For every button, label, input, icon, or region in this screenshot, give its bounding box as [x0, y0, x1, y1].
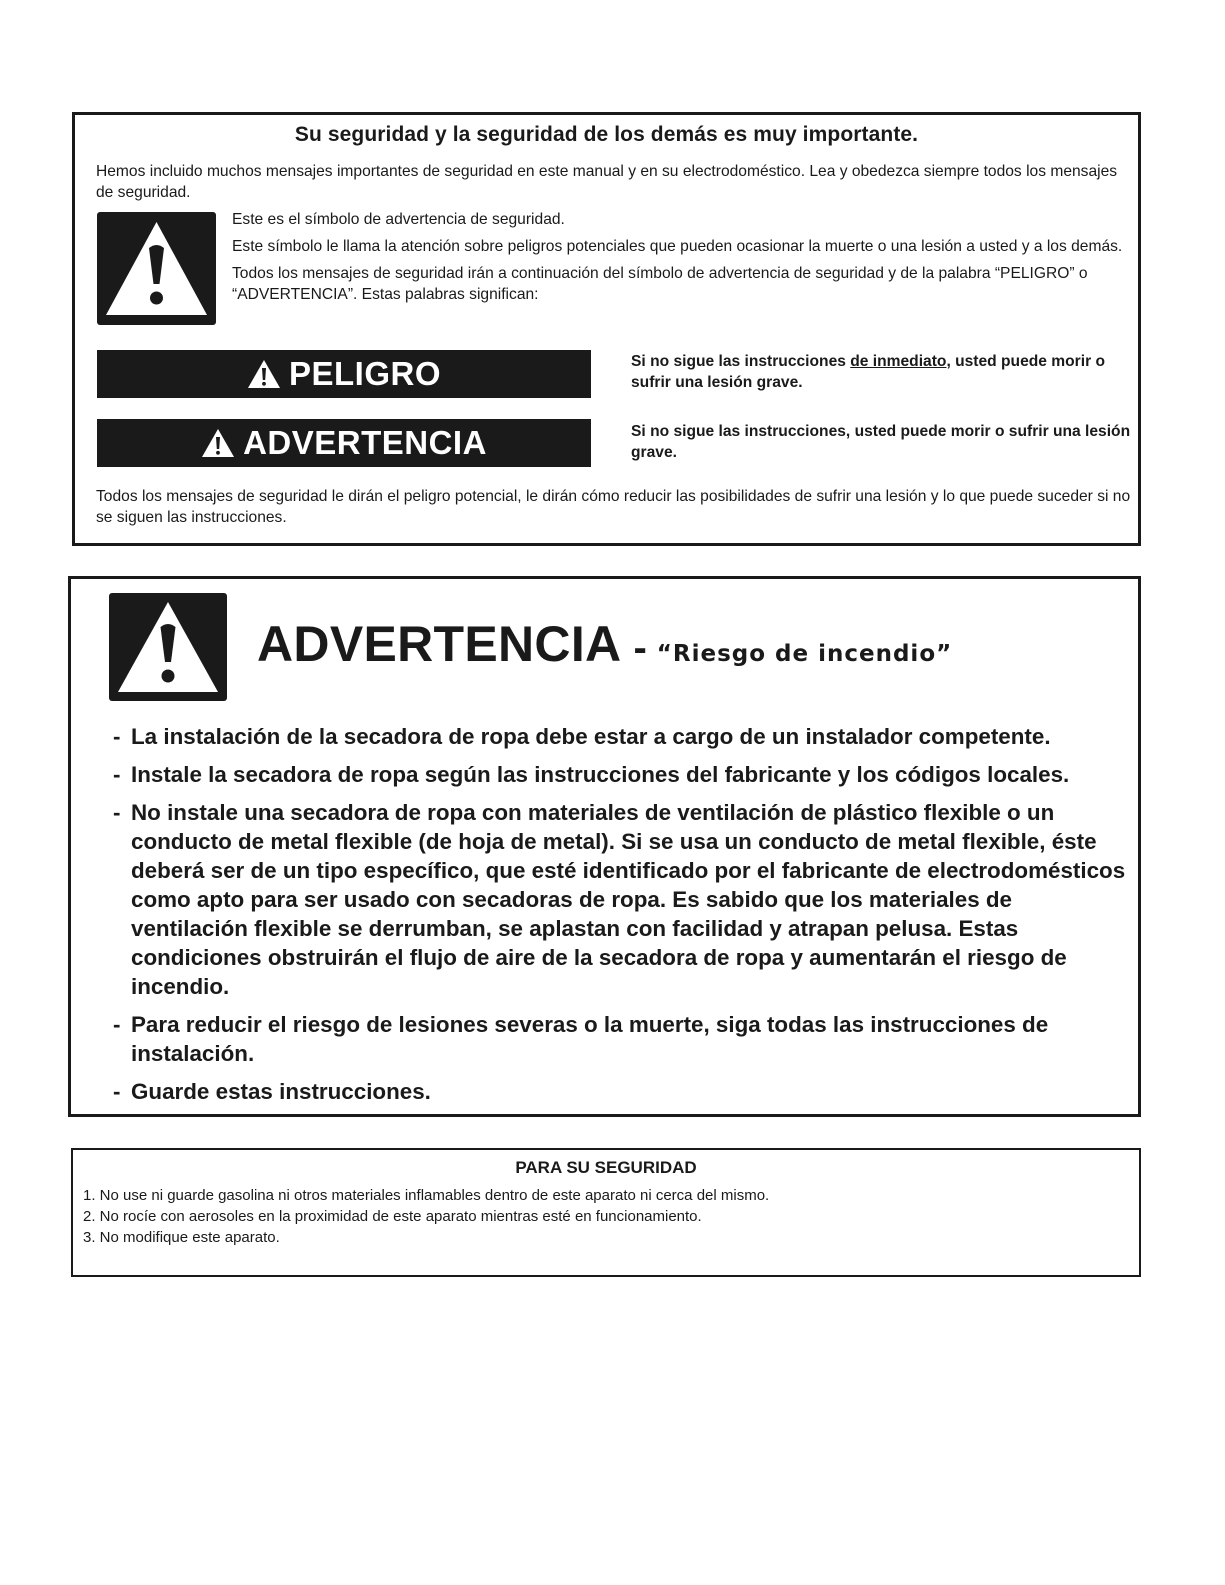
list-item [113, 798, 1133, 1001]
list-item: 3. No modifique este aparato. [83, 1229, 280, 1246]
bullet-dash: - [113, 762, 121, 787]
list-item [113, 722, 1133, 751]
warning-word: ADVERTENCIA [257, 616, 622, 672]
warning-triangle-icon [97, 212, 216, 325]
symbol-paragraph: Este símbolo le llama la atención sobre peligros potenciales que pueden ocasionar la muerte o una lesión a usted y a los demás. [232, 238, 1123, 255]
list-item-text: Instale la secadora de ropa según las instrucciones del fabricante y los códigos locales. [131, 762, 1070, 787]
symbol-paragraph: Este es el símbolo de advertencia de seguridad. [232, 211, 565, 228]
list-item: 1. No use ni guarde gasolina ni otros materiales inflamables dentro de este aparato ni cerca del mismo. [83, 1187, 770, 1204]
fire-risk-subheading: “Riesgo de incendio” [656, 641, 953, 667]
bullet-dash: - [113, 1079, 121, 1104]
danger-desc-underlined: de inmediato [850, 353, 947, 370]
list-item-text: La instalación de la secadora de ropa debe estar a cargo de un instalador competente. [131, 724, 1051, 749]
for-your-safety-box [71, 1148, 1141, 1277]
list-item: 2. No rocíe con aerosoles en la proximidad de este aparato mientras esté en funcionamiento. [83, 1208, 702, 1225]
danger-desc-text: , usted puede morir o sufrir una lesión grave. [631, 353, 1105, 391]
danger-description [631, 351, 1131, 393]
safety-info-box [72, 112, 1141, 546]
bullet-dash: - [113, 800, 121, 825]
symbol-explanation [232, 209, 1132, 311]
warning-label: ADVERTENCIA [243, 424, 487, 461]
list-item [113, 1077, 1133, 1106]
bullet-dash: - [113, 724, 121, 749]
symbol-paragraph: Todos los mensajes de seguridad irán a continuación del símbolo de advertencia de seguridad y de la palabra “PELIGRO” o “ADVERTENCIA”. Estas palabras significan: [232, 265, 1088, 303]
for-your-safety-title: PARA SU SEGURIDAD [515, 1158, 697, 1177]
warning-triangle-icon [201, 428, 235, 458]
danger-signal-bar [97, 350, 591, 398]
heading-separator: - [633, 626, 647, 670]
list-item [113, 1010, 1133, 1068]
fire-risk-warning-box [68, 576, 1141, 1117]
danger-desc-text: Si no sigue las instrucciones [631, 353, 851, 370]
list-item-text: Guarde estas instrucciones. [131, 1079, 431, 1104]
list-item-text: No instale una secadora de ropa con materiales de ventilación de plástico flexible o un conducto de metal flexible (de hoja de metal). Si se usa un conducto de metal flexible, éste deberá ser de un tipo específico, que esté identificado por el fabricante de electrodomésticos como apto para ser usado con secadoras de ropa. Es sabido que los materiales de ventilación flexible se derrumban, se aplastan con facilidad y atrapan pelusa. Estas condiciones obstruirán el flujo de aire de la secadora de ropa y aumentarán el riesgo de incendio. [131, 800, 1126, 999]
danger-label: PELIGRO [288, 355, 442, 392]
warning-triangle-icon [109, 593, 227, 701]
safety-box-outro: Todos los mensajes de seguridad le dirán el peligro potencial, le dirán cómo reducir las posibilidades de sufrir una lesión y lo que puede suceder si no se siguen las instrucciones. [96, 488, 1131, 526]
safety-box-title: Su seguridad y la seguridad de los demás es muy importante. [294, 123, 919, 146]
fire-warning-list [113, 722, 1133, 1115]
warning-description: Si no sigue las instrucciones, usted puede morir o sufrir una lesión grave. [631, 423, 1131, 461]
safety-box-intro: Hemos incluido muchos mensajes importantes de seguridad en este manual y en su electrodoméstico. Lea y obedezca siempre todos los mensajes de seguridad. [96, 163, 1118, 201]
bullet-dash: - [113, 1012, 121, 1037]
warning-triangle-icon [247, 359, 281, 389]
fire-warning-heading [257, 615, 952, 673]
list-item-text: Para reducir el riesgo de lesiones severas o la muerte, siga todas las instrucciones de instalación. [131, 1012, 1049, 1066]
for-your-safety-list [83, 1185, 769, 1248]
warning-signal-bar [97, 419, 591, 467]
list-item [113, 760, 1133, 789]
